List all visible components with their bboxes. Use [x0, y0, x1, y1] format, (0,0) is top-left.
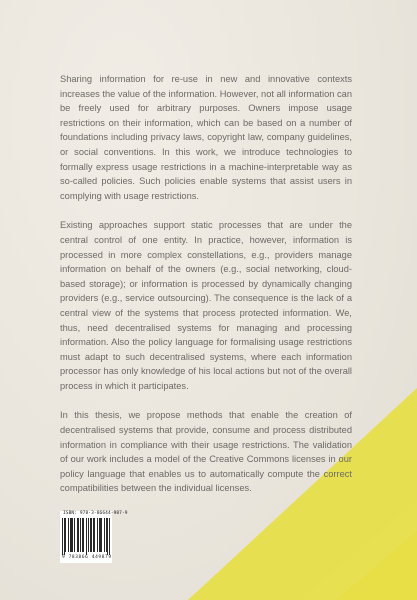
barcode-bar — [68, 518, 69, 552]
barcode-bar — [93, 518, 94, 552]
isbn-label: ISBN: 978-3-86644-987-9 — [63, 511, 128, 516]
barcode-bar — [86, 518, 87, 555]
barcode — [62, 518, 110, 555]
barcode-bar — [83, 518, 84, 552]
barcode-bar — [71, 518, 72, 552]
blurb-paragraph: In this thesis, we propose methods that enable the creation of decentralised systems that provide, consume and process distributed information in compliance with their usage restrictions. The validation of our work includes a model of the Creative Commons licenses in our policy language that enables us to automatically compute the correct compatibilities between the individual licenses. — [60, 410, 352, 494]
barcode-bar — [82, 518, 83, 552]
barcode-bar — [97, 518, 98, 552]
barcode-digits: 9 783866 449879 — [62, 555, 112, 560]
barcode-bar — [104, 518, 105, 552]
barcode-bar — [94, 518, 95, 552]
barcode-bar — [77, 518, 78, 552]
barcode-bar — [88, 518, 89, 552]
blurb-paragraph: Existing approaches support static processes that are under the central control of one entity. In practice, however, information is processed in more complex constellations, e.g., providers manage information on behalf of the owners (e.g., social networking, cloud-based storage); or information is processed by dynamically changing providers (e.g., service outsourcing). The consequence is the lack of a central view of the systems that process protected information. We, thus, need decentralised systems for managing and processing information. Also the policy language for formalising usage restrictions must adapt to such decentralised systems, where each information processor has only knowledge of his local actions but not of the overall process in which it participates. — [60, 220, 352, 391]
barcode-bar — [70, 518, 71, 552]
barcode-bar — [106, 518, 107, 552]
barcode-bar — [72, 518, 73, 552]
barcode-bar — [90, 518, 91, 552]
barcode-bar — [80, 518, 81, 552]
barcode-bar — [91, 518, 92, 552]
barcode-bar — [78, 518, 79, 552]
barcode-bar — [65, 518, 66, 552]
barcode-bar — [74, 518, 75, 552]
barcode-bar — [101, 518, 102, 552]
blurb-paragraph: Sharing information for re-use in new and innovative contexts increases the value of the information. However, not all information can be freely used for arbitrary purposes. Owners impose usage restrictions on their information, which can be based on a number of foundations including privacy laws, copyright law, company guidelines, or social conventions. In this work, we introduce technologies to formally express usage restrictions in a machine-interpretable way as so-called policies. Such policies enable systems that assist users in complying with usage restrictions. — [60, 74, 352, 201]
barcode-bar — [62, 518, 63, 555]
barcode-bar — [100, 518, 101, 552]
blurb-text — [60, 72, 352, 511]
barcode-bar — [99, 518, 100, 552]
barcode-bar — [107, 518, 108, 555]
barcode-bar — [109, 518, 110, 555]
barcode-bar — [64, 518, 65, 555]
